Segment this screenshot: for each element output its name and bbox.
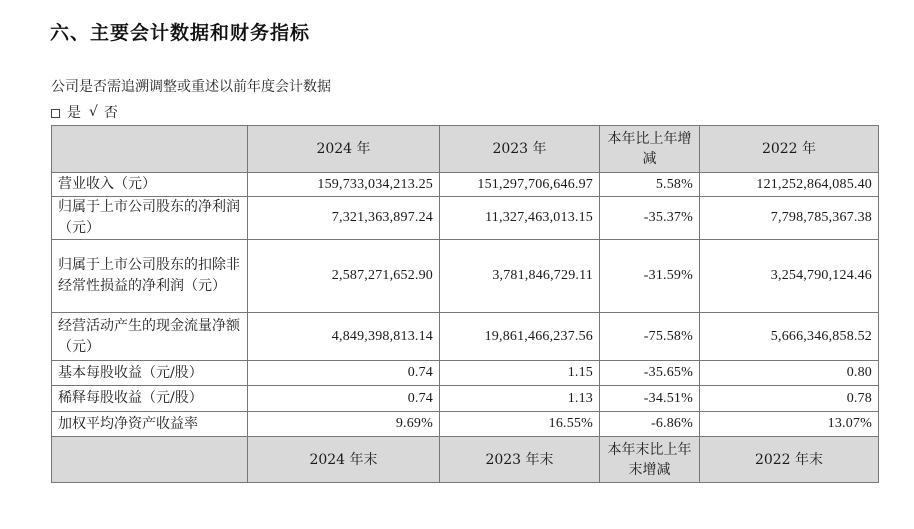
header-2024: 2024 年	[248, 126, 440, 173]
value-2022: 13.07%	[700, 412, 879, 437]
value-2024: 7,321,363,897.24	[248, 197, 440, 240]
value-2023: 11,327,463,013.15	[440, 197, 600, 240]
value-2022: 0.80	[700, 361, 879, 386]
header-change: 本年比上年增减	[600, 126, 700, 173]
table-row	[52, 386, 879, 412]
value-change: 5.58%	[600, 173, 700, 197]
value-2022: 3,254,790,124.46	[700, 240, 879, 313]
value-2023: 3,781,846,729.11	[440, 240, 600, 313]
restatement-question: 公司是否需追溯调整或重述以前年度会计数据	[51, 79, 331, 95]
value-change: -6.86%	[600, 412, 700, 437]
footer-2024-end: 2024 年末	[248, 437, 440, 483]
value-2022: 0.78	[700, 386, 879, 412]
value-2024: 159,733,034,213.25	[248, 173, 440, 197]
section-title: 六、主要会计数据和财务指标	[50, 22, 311, 44]
row-label: 归属于上市公司股东的净利润（元）	[52, 197, 248, 240]
header-blank-cell	[52, 126, 248, 173]
checkbox-icon	[51, 109, 60, 118]
value-2024: 0.74	[248, 386, 440, 412]
value-2024: 0.74	[248, 361, 440, 386]
value-2022: 7,798,785,367.38	[700, 197, 879, 240]
value-2024: 9.69%	[248, 412, 440, 437]
value-change: -35.37%	[600, 197, 700, 240]
footer-blank-cell	[52, 437, 248, 483]
row-label: 营业收入（元）	[52, 173, 248, 197]
value-2023: 19,861,466,237.56	[440, 313, 600, 361]
header-2022: 2022 年	[700, 126, 879, 173]
value-change: -35.65%	[600, 361, 700, 386]
value-2023: 151,297,706,646.97	[440, 173, 600, 197]
row-label: 经营活动产生的现金流量净额（元）	[52, 313, 248, 361]
row-label: 加权平均净资产收益率	[52, 412, 248, 437]
option-no-label: 否	[103, 105, 118, 121]
table-header-row	[52, 126, 879, 173]
value-2023: 1.13	[440, 386, 600, 412]
value-change: -31.59%	[600, 240, 700, 313]
table-row	[52, 173, 879, 197]
value-2024: 4,849,398,813.14	[248, 313, 440, 361]
restatement-options	[51, 102, 126, 122]
table-footer-row	[52, 437, 879, 483]
value-change: -34.51%	[600, 386, 700, 412]
table-row	[52, 197, 879, 240]
table-row	[52, 240, 879, 313]
footer-change: 本年末比上年末增减	[600, 437, 700, 483]
footer-2022-end: 2022 年末	[700, 437, 879, 483]
row-label: 稀释每股收益（元/股）	[52, 386, 248, 412]
row-label: 基本每股收益（元/股）	[52, 361, 248, 386]
table-row	[52, 313, 879, 361]
table-row	[52, 412, 879, 437]
value-change: -75.58%	[600, 313, 700, 361]
value-2024: 2,587,271,652.90	[248, 240, 440, 313]
value-2023: 16.55%	[440, 412, 600, 437]
footer-2023-end: 2023 年末	[440, 437, 600, 483]
row-label: 归属于上市公司股东的扣除非经常性损益的净利润（元）	[52, 240, 248, 313]
value-2023: 1.15	[440, 361, 600, 386]
value-2022: 5,666,346,858.52	[700, 313, 879, 361]
value-2022: 121,252,864,085.40	[700, 173, 879, 197]
option-yes-label: 是	[67, 105, 81, 121]
check-mark-icon: √	[89, 104, 98, 120]
financial-indicators-table	[51, 125, 879, 483]
table-row	[52, 361, 879, 386]
header-2023: 2023 年	[440, 126, 600, 173]
